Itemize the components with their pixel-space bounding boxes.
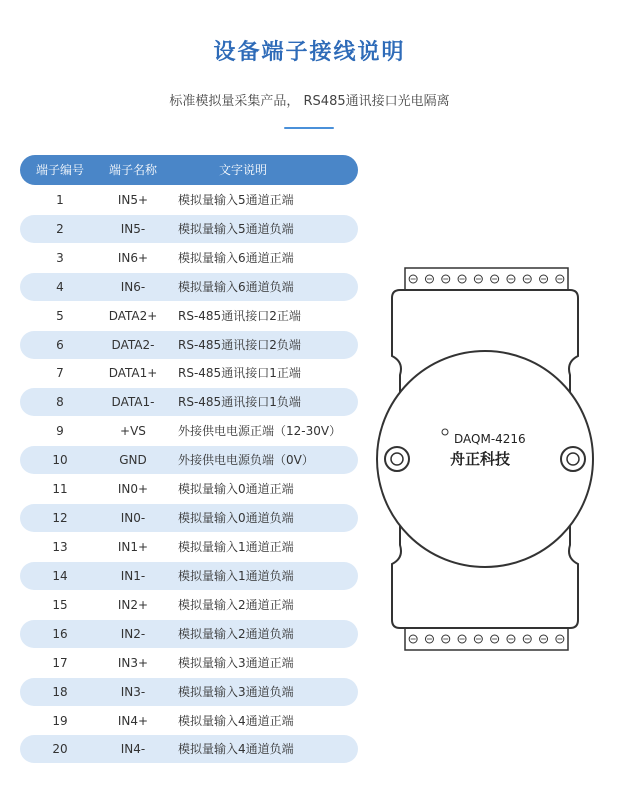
terminal-description: 模拟量输入6通道正端: [178, 250, 294, 265]
terminal-description: RS-485通讯接口2负端: [178, 337, 301, 352]
terminal-description: 模拟量输入4通道负端: [178, 742, 294, 757]
terminal-name: IN5-: [120, 221, 146, 236]
terminal-number: 18: [52, 684, 68, 699]
terminal-number: 7: [56, 366, 64, 381]
terminal-description: 模拟量输入2通道正端: [178, 597, 294, 612]
terminal-name: +VS: [120, 424, 146, 439]
terminal-description: 模拟量输入4通道正端: [178, 713, 294, 728]
header-terminal-name: 端子名称: [108, 163, 157, 177]
terminal-number: 10: [52, 453, 68, 468]
terminal-number: 15: [52, 597, 68, 612]
terminal-number: 3: [56, 250, 64, 265]
table-row: [20, 562, 358, 590]
table-row: [20, 649, 358, 677]
terminal-description: 模拟量输入5通道正端: [178, 192, 294, 207]
terminal-description: 模拟量输入2通道负端: [178, 626, 294, 641]
terminal-description: RS-485通讯接口2正端: [178, 308, 301, 323]
terminal-name: DATA1-: [111, 395, 155, 410]
terminal-description: 模拟量输入0通道负端: [178, 511, 294, 526]
terminal-description: 模拟量输入3通道负端: [178, 684, 294, 699]
terminal-number: 16: [52, 626, 68, 641]
terminal-name: IN2-: [120, 626, 146, 641]
table-row: [20, 302, 358, 330]
terminal-number: 12: [52, 511, 68, 526]
table-row: [20, 591, 358, 619]
terminal-number: 4: [56, 279, 64, 294]
table-row: [20, 533, 358, 561]
table-row: [20, 678, 358, 706]
terminal-description: 模拟量输入3通道正端: [178, 655, 294, 670]
table-row: [20, 475, 358, 503]
table-row: [20, 446, 358, 474]
terminal-description: RS-485通讯接口1负端: [178, 395, 301, 410]
terminal-number: 19: [52, 713, 68, 728]
terminal-name: IN2+: [117, 597, 149, 612]
terminal-number: 11: [52, 482, 68, 497]
terminal-number: 20: [52, 742, 68, 757]
table-row: [20, 620, 358, 648]
table-row: [20, 273, 358, 301]
terminal-name: IN0-: [120, 511, 146, 526]
page-title: 设备端子接线说明: [213, 40, 406, 65]
table-row: [20, 186, 358, 214]
terminal-number: 1: [56, 192, 64, 207]
title-underline: [284, 127, 334, 129]
terminal-description: 模拟量输入1通道正端: [178, 539, 294, 554]
table-row: [20, 331, 358, 359]
device-model: DAQM-4216: [454, 432, 526, 446]
table-row: [20, 359, 358, 387]
terminal-name: IN1+: [117, 539, 149, 554]
terminal-name: IN4+: [117, 713, 149, 728]
terminal-name: IN0+: [117, 482, 149, 497]
terminal-description: RS-485通讯接口1正端: [178, 366, 301, 381]
header-terminal-number: 端子编号: [35, 163, 84, 177]
table-body: [20, 186, 358, 764]
header-description: 文字说明: [218, 163, 267, 177]
status-led-icon: [442, 429, 448, 435]
terminal-name: IN5+: [117, 192, 149, 207]
table-row: [20, 388, 358, 416]
table-row: [20, 735, 358, 763]
table-row: [20, 417, 358, 445]
terminal-description: 模拟量输入5通道负端: [178, 221, 294, 236]
terminal-name: IN3+: [117, 655, 149, 670]
terminal-name: IN1-: [120, 568, 146, 583]
terminal-name: IN6-: [120, 279, 146, 294]
terminal-number: 6: [56, 337, 64, 352]
terminal-name: IN6+: [117, 250, 149, 265]
terminal-description: 模拟量输入0通道正端: [178, 482, 294, 497]
table-row: [20, 707, 358, 735]
terminal-description: 外接供电电源负端（0V）: [178, 453, 314, 468]
terminal-number: 14: [52, 568, 68, 583]
table-row: [20, 215, 358, 243]
terminal-name: GND: [119, 453, 147, 468]
page-subtitle: 标准模拟量采集产品， RS485通讯接口光电隔离: [169, 94, 450, 109]
terminal-description: 外接供电电源正端（12-30V）: [178, 424, 342, 439]
device-diagram: [370, 260, 600, 660]
terminal-number: 17: [52, 655, 68, 670]
terminal-number: 13: [52, 539, 68, 554]
terminal-number: 5: [56, 308, 64, 323]
terminal-name: DATA2-: [111, 337, 155, 352]
terminal-name: DATA2+: [108, 308, 158, 323]
terminal-description: 模拟量输入6通道负端: [178, 279, 294, 294]
terminal-table: [20, 155, 358, 763]
table-row: [20, 244, 358, 272]
terminal-number: 2: [56, 221, 64, 236]
terminal-description: 模拟量输入1通道负端: [178, 568, 294, 583]
terminal-number: 9: [56, 424, 64, 439]
table-row: [20, 504, 358, 532]
table-header: [20, 155, 358, 185]
terminal-name: IN4-: [120, 742, 146, 757]
device-brand: 舟正科技: [450, 450, 511, 468]
terminal-name: IN3-: [120, 684, 146, 699]
terminal-name: DATA1+: [108, 366, 158, 381]
terminal-number: 8: [56, 395, 64, 410]
